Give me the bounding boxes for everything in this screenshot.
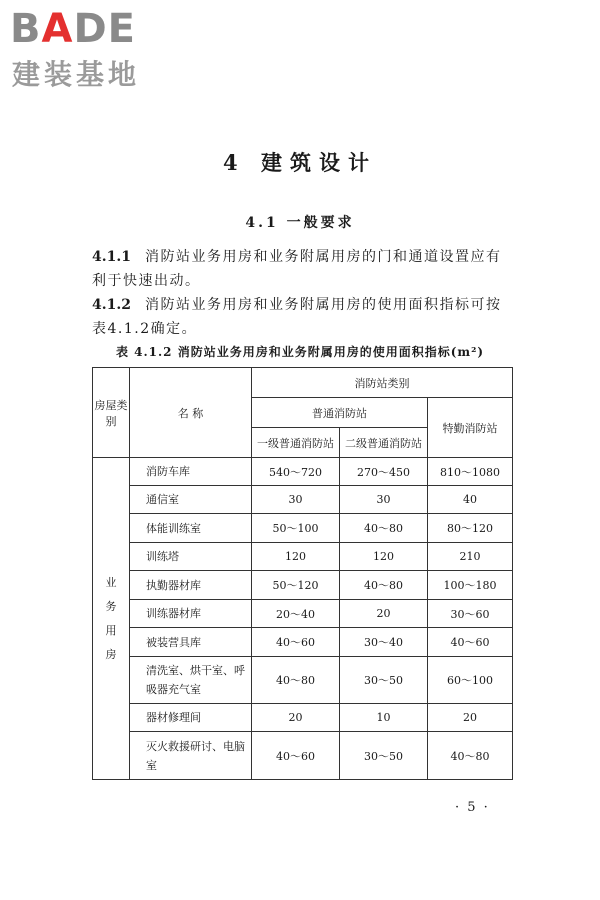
level1-cell: 40～60 [252, 628, 340, 657]
level1-cell: 40～60 [252, 732, 340, 780]
level2-cell: 120 [340, 543, 428, 571]
clause-number: 4.1.1 [92, 249, 131, 265]
level2-cell: 30 [340, 486, 428, 514]
level1-cell: 20～40 [252, 600, 340, 628]
special-cell: 80～120 [428, 514, 513, 543]
chapter-title: 4 建筑设计 [223, 150, 377, 175]
table-row [93, 458, 513, 486]
logo [10, 6, 180, 96]
clause-4-1-1 [92, 245, 512, 293]
table-row [93, 600, 513, 628]
level2-cell: 20 [340, 600, 428, 628]
level2-cell: 270～450 [340, 458, 428, 486]
table-row [93, 732, 513, 780]
name-cell: 器材修理间 [130, 704, 252, 732]
clause-text: 消防站业务用房和业务附属用房的门和通道设置应有利于快速出动。 [92, 249, 502, 289]
special-cell: 20 [428, 704, 513, 732]
table-row [93, 628, 513, 657]
table-row [93, 514, 513, 543]
name-cell: 训练器材库 [130, 600, 252, 628]
level2-cell: 30～50 [340, 657, 428, 704]
level1-cell: 50～100 [252, 514, 340, 543]
name-cell: 被装营具库 [130, 628, 252, 657]
table-row [93, 704, 513, 732]
special-cell: 810～1080 [428, 458, 513, 486]
header-level1: 一级普通消防站 [252, 428, 340, 458]
header-station-type: 消防站类别 [252, 368, 513, 398]
header-name: 名 称 [130, 368, 252, 458]
area-table [92, 367, 513, 780]
special-cell: 210 [428, 543, 513, 571]
header-special-station: 特勤消防站 [428, 398, 513, 458]
level2-cell: 40～80 [340, 514, 428, 543]
name-cell: 灭火救援研讨、电脑室 [130, 732, 252, 780]
table-row [93, 486, 513, 514]
level1-cell: 30 [252, 486, 340, 514]
table-row [93, 543, 513, 571]
header-ordinary-station: 普通消防站 [252, 398, 428, 428]
clause-4-1-2 [92, 293, 512, 341]
special-cell: 40 [428, 486, 513, 514]
table-caption: 表 4.1.2 消防站业务用房和业务附属用房的使用面积指标(m²) [115, 345, 485, 359]
name-cell: 体能训练室 [130, 514, 252, 543]
table-row [93, 657, 513, 704]
name-cell: 训练塔 [130, 543, 252, 571]
category-label: 业务用房 [105, 575, 117, 661]
clause-text: 消防站业务用房和业务附属用房的使用面积指标可按表4.1.2确定。 [92, 297, 502, 337]
name-cell: 消防车库 [130, 458, 252, 486]
page-number: · 5 · [455, 800, 490, 815]
section-title: 4.1 一般要求 [245, 215, 355, 231]
level1-cell: 40～80 [252, 657, 340, 704]
level1-cell: 120 [252, 543, 340, 571]
special-cell: 30～60 [428, 600, 513, 628]
logo-wordmark: BADE [10, 6, 136, 52]
name-cell: 通信室 [130, 486, 252, 514]
special-cell: 40～80 [428, 732, 513, 780]
special-cell: 60～100 [428, 657, 513, 704]
level2-cell: 30～40 [340, 628, 428, 657]
level2-cell: 30～50 [340, 732, 428, 780]
name-cell: 清洗室、烘干室、呼吸器充气室 [130, 657, 252, 704]
table-row [93, 571, 513, 600]
clause-number: 4.1.2 [92, 297, 131, 313]
special-cell: 40～60 [428, 628, 513, 657]
level2-cell: 40～80 [340, 571, 428, 600]
logo-subtitle: 建装基地 [12, 58, 141, 91]
level1-cell: 20 [252, 704, 340, 732]
category-cell [93, 458, 130, 780]
level1-cell: 50～120 [252, 571, 340, 600]
header-level2: 二级普通消防站 [340, 428, 428, 458]
level2-cell: 10 [340, 704, 428, 732]
level1-cell: 540～720 [252, 458, 340, 486]
header-room-type: 房屋类别 [93, 368, 130, 458]
special-cell: 100～180 [428, 571, 513, 600]
name-cell: 执勤器材库 [130, 571, 252, 600]
